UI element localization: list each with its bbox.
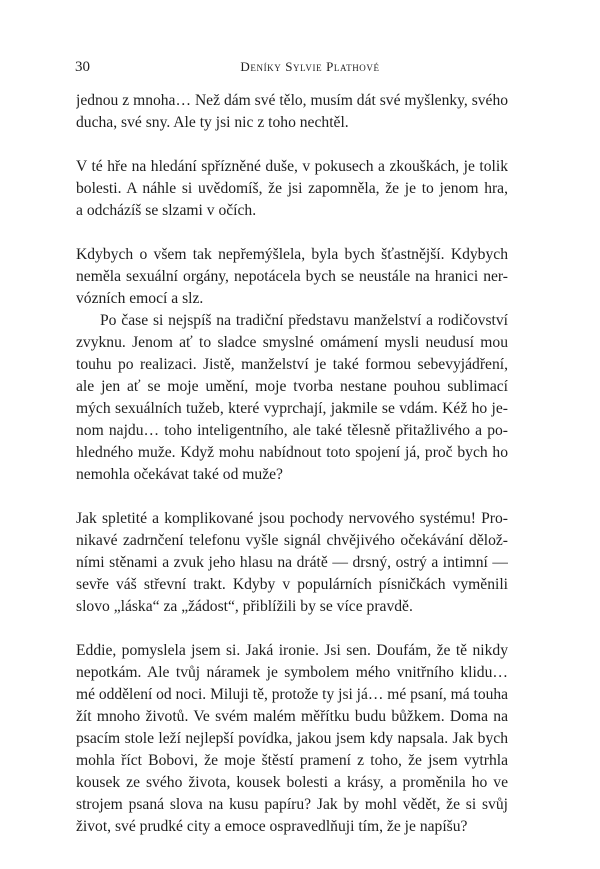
text-line: sevře váš střevní trakt. Kdyby v populárních písničkách vyměnili [76, 576, 508, 593]
paragraph [76, 90, 508, 134]
text-line: strojem psaná slova na kusu papíru? Jak by mohl vědět, že si svůj [76, 796, 508, 813]
body-text [76, 90, 508, 860]
text-line: a odcházíš se slzami v očích. [76, 202, 257, 219]
text-line: mých sexuálních tužeb, které vyprchají, jakmile se vdám. Kéž ho je- [76, 400, 508, 417]
text-line: mé oddělení od noci. Miluji tě, protože ty jsi já… mé psaní, má touha [76, 686, 508, 703]
text-line: nom najdu… toho inteligentního, ale také tělesně přitažlivého a po- [76, 422, 508, 439]
text-line: Jak spletité a komplikované jsou pochody nervového systému! Pro- [76, 510, 508, 527]
text-line: hledného muže. Když mohu nabídnout toto spojení já, proč bych ho [76, 444, 508, 461]
text-line: nepotkám. Ale tvůj náramek je symbolem mého vnitřního klidu… [76, 664, 508, 681]
text-line: neměla sexuální orgány, nepotácela bych se neustále na hranici ner- [76, 268, 508, 285]
running-title: Deníky Sylvie Plathové [240, 59, 380, 74]
paragraph [76, 244, 508, 486]
text-line: Kdybych o všem tak nepřemýšlela, byla bych šťastnější. Kdybych [76, 246, 508, 263]
text-line: žít mnoho životů. Ve svém malém měřítku budu bůžkem. Doma na [76, 708, 508, 725]
text-line: Po čase si nejspíš na tradiční představu manželství a rodičovství [100, 312, 508, 329]
paragraph [76, 156, 508, 222]
text-line: V té hře na hledání spřízněné duše, v pokusech a zkouškách, je tolik [76, 158, 508, 175]
text-line: Eddie, pomyslela jsem si. Jaká ironie. Jsi sen. Doufám, že tě nikdy [76, 642, 508, 659]
paragraph [76, 508, 508, 618]
text-line: vózních emocí a slz. [76, 290, 204, 307]
text-line: jednou z mnoha… Než dám své tělo, musím dát své myšlenky, svého [76, 92, 508, 109]
text-line: nemohla očekávat také od muže? [76, 466, 283, 483]
text-line: mohla říct Bobovi, že moje štěstí pramení z toho, že jsem vytrhla [76, 752, 508, 769]
text-line: touhu po realizaci. Jistě, manželství je také formou sebevyjádření, [76, 356, 508, 373]
paragraph [76, 640, 508, 838]
text-line: kousek ze svého života, kousek bolesti a krásy, a proměnila ho ve [76, 774, 508, 791]
text-line: slovo „láska“ za „žádost“, přiblížili by se více pravdě. [76, 598, 413, 615]
text-line: život, své prudké city a emoce ospravedlňuji tím, že je napíšu? [76, 818, 468, 835]
page-number: 30 [75, 59, 90, 75]
text-line: ale jen ať se moje umění, moje tvorba nestane pouhou sublimací [76, 378, 508, 395]
text-line: nikavé zadrnčení telefonu vyšle signál chvějivého očekávání dělož- [76, 532, 508, 549]
text-line: zvyknu. Jenom ať to sladce smyslné omámení mysli neudusí mou [76, 334, 508, 351]
text-line: bolesti. A náhle si uvědomíš, že jsi zapomněla, že je to jenom hra, [76, 180, 508, 197]
text-line: ními stěnami a zvuk jeho hlasu na drátě — drsný, ostrý a intimní — [76, 554, 508, 571]
text-line: psacím stole leží nejlepší povídka, jakou jsem kdy napsala. Jak bych [76, 730, 508, 747]
text-line: ducha, své sny. Ale ty jsi nic z toho nechtěl. [76, 114, 349, 131]
